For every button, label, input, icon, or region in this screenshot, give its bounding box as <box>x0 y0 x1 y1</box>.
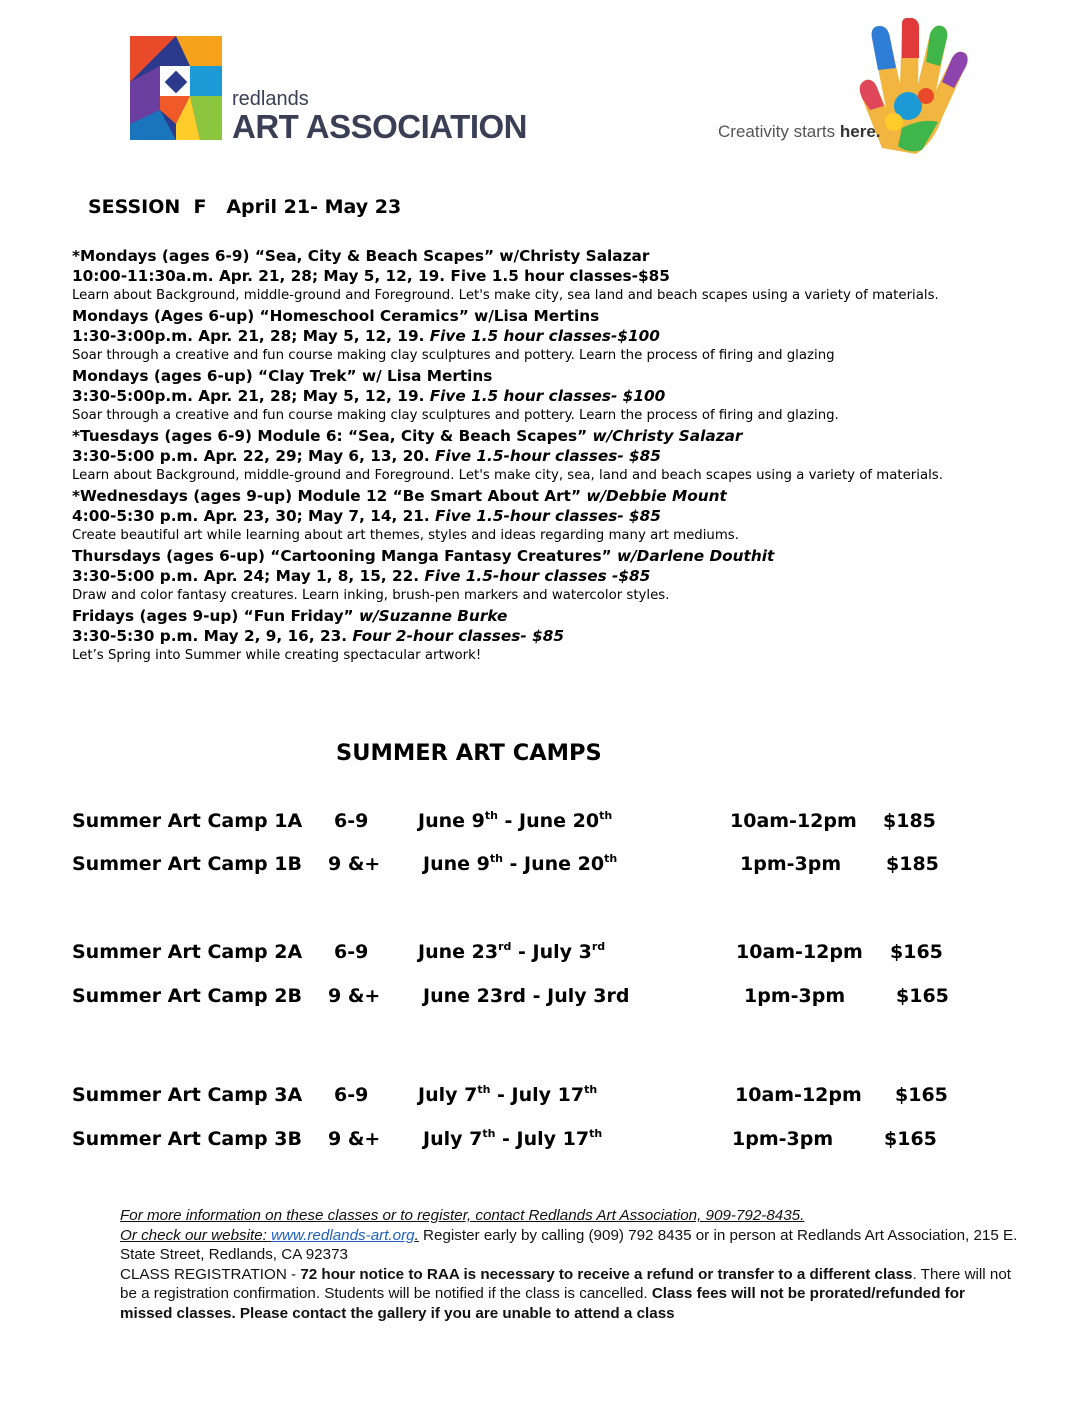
redlands-art-association-logo <box>130 36 530 148</box>
camp-name: Summer Art Camp 1A <box>72 810 303 832</box>
camp-name: Summer Art Camp 3B <box>72 1128 302 1150</box>
logo-small-text: redlands <box>232 88 309 110</box>
camp-price: $185 <box>886 853 939 875</box>
class-title: Mondays (ages 6-up) “Clay Trek” w/ Lisa Mertins <box>72 367 493 385</box>
camp-price: $165 <box>895 1084 948 1106</box>
camp-age: 9 &+ <box>328 1128 381 1150</box>
class-schedule: 1:30-3:00p.m. Apr. 21, 28; May 5, 12, 19. Five 1.5 hour classes-$100 <box>72 327 660 345</box>
camp-price: $165 <box>890 941 943 963</box>
camp-name: Summer Art Camp 3A <box>72 1084 303 1106</box>
session-heading: SESSION F April 21- May 23 <box>88 196 402 218</box>
camp-dates: July 7th - July 17th <box>418 1083 598 1106</box>
class-schedule: 10:00-11:30a.m. Apr. 21, 28; May 5, 12, 19. Five 1.5 hour classes-$85 <box>72 267 670 285</box>
camp-age: 9 &+ <box>328 985 381 1007</box>
camp-time: 1pm-3pm <box>732 1128 834 1150</box>
logo-big-text: ART ASSOCIATION <box>232 108 527 145</box>
class-schedule: 3:30-5:00 p.m. Apr. 22, 29; May 6, 13, 20. Five 1.5-hour classes- $85 <box>72 447 661 465</box>
class-title: *Tuesdays (ages 6-9) Module 6: “Sea, City & Beach Scapes” w/Christy Salazar <box>72 427 743 445</box>
camp-time: 10am-12pm <box>730 810 857 832</box>
class-description: Soar through a creative and fun course making clay sculptures and pottery. Learn the process of firing and glazing <box>72 348 835 363</box>
class-title: Mondays (Ages 6-up) “Homeschool Ceramics” w/Lisa Mertins <box>72 307 600 325</box>
class-title: *Mondays (ages 6-9) “Sea, City & Beach Scapes” w/Christy Salazar <box>72 247 650 265</box>
camp-name: Summer Art Camp 2A <box>72 941 303 963</box>
camp-age: 6-9 <box>334 810 369 832</box>
tagline: Creativity starts here. <box>718 122 881 141</box>
class-schedule: 3:30-5:30 p.m. May 2, 9, 16, 23. Four 2-hour classes- $85 <box>72 627 564 645</box>
class-schedule: 4:00-5:30 p.m. Apr. 23, 30; May 7, 14, 21. Five 1.5-hour classes- $85 <box>72 507 661 525</box>
footer-info: For more information on these classes or to register, contact Redlands Art Association, 909-792-8435. <box>120 1207 805 1224</box>
footer-notes <box>120 1206 1020 1323</box>
camp-time: 1pm-3pm <box>744 985 846 1007</box>
creativity-banner <box>714 18 974 158</box>
camp-dates: July 7th - July 17th <box>423 1127 603 1150</box>
camp-dates: June 23rd - July 3rd <box>418 940 606 963</box>
camp-price: $165 <box>884 1128 937 1150</box>
camp-time: 10am-12pm <box>735 1084 862 1106</box>
class-description: Learn about Background, middle-ground and Foreground. Let's make city, sea, land and beach scapes using a variety of materials. <box>72 468 943 483</box>
camp-age: 6-9 <box>334 1084 369 1106</box>
class-title: Thursdays (ages 6-up) “Cartooning Manga Fantasy Creatures” w/Darlene Douthit <box>72 547 775 565</box>
camp-price: $185 <box>883 810 936 832</box>
camp-age: 6-9 <box>334 941 369 963</box>
class-title: Fridays (ages 9-up) “Fun Friday” w/Suzanne Burke <box>72 607 508 625</box>
camp-time: 10am-12pm <box>736 941 863 963</box>
class-schedule: 3:30-5:00p.m. Apr. 21, 28; May 5, 12, 19. Five 1.5 hour classes- $100 <box>72 387 666 405</box>
camp-dates: June 23rd - July 3rd <box>423 985 630 1007</box>
class-description: Learn about Background, middle-ground and Foreground. Let's make city, sea land and beach scapes using a variety of materials. <box>72 288 939 303</box>
camp-price: $165 <box>896 985 949 1007</box>
camp-name: Summer Art Camp 2B <box>72 985 302 1007</box>
camp-time: 1pm-3pm <box>740 853 842 875</box>
logo-mark-icon <box>130 36 222 140</box>
class-description: Draw and color fantasy creatures. Learn inking, brush-pen markers and watercolor styles. <box>72 588 670 603</box>
class-description: Create beautiful art while learning about art themes, styles and ideas regarding many art mediums. <box>72 528 739 543</box>
footer-registration: CLASS REGISTRATION - 72 hour notice to RAA is necessary to receive a refund or transfer to a different class. There will not be a registration confirmation. Students will be notified if the class is cancelled. Class fees will not be prorated/refunded for missed classes. Please contact the gallery if you are unable to attend a class <box>120 1265 1011 1322</box>
camp-dates: June 9th - June 20th <box>418 809 613 832</box>
class-title: *Wednesdays (ages 9-up) Module 12 “Be Smart About Art” w/Debbie Mount <box>72 487 727 505</box>
class-list <box>72 246 1062 666</box>
camp-name: Summer Art Camp 1B <box>72 853 302 875</box>
summer-camps-heading: SUMMER ART CAMPS <box>336 740 602 766</box>
camp-age: 9 &+ <box>328 853 381 875</box>
class-description: Let’s Spring into Summer while creating spectacular artwork! <box>72 648 482 663</box>
class-schedule: 3:30-5:00 p.m. Apr. 24; May 1, 8, 15, 22. Five 1.5-hour classes -$85 <box>72 567 651 585</box>
camp-dates: June 9th - June 20th <box>423 852 618 875</box>
website-link[interactable]: www.redlands-art.org <box>271 1226 415 1244</box>
class-description: Soar through a creative and fun course making clay sculptures and pottery. Learn the process of firing and glazing. <box>72 408 839 423</box>
footer-website-line: Or check our website: www.redlands-art.org. Register early by calling (909) 792 8435 or in person at Redlands Art Association, 215 E. State Street, Redlands, CA 92373 <box>120 1226 1018 1263</box>
